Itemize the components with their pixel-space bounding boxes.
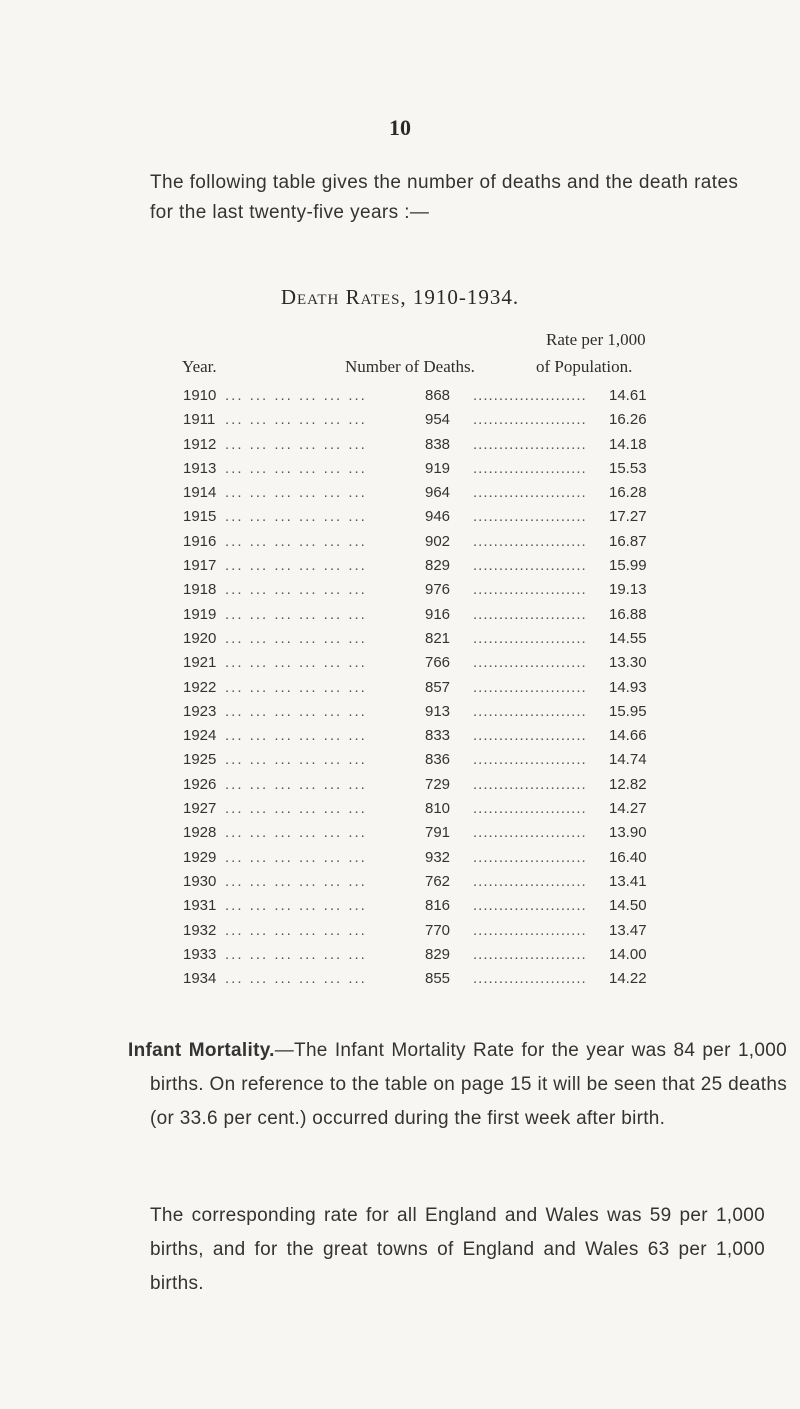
- deaths-cell: 946: [425, 508, 451, 526]
- leader-dots: ......................: [473, 775, 587, 793]
- table-row: [0, 824, 800, 848]
- table-row: [0, 679, 800, 703]
- leader-dots: ... ... ... ... ... ...: [225, 654, 367, 672]
- leader-dots: ... ... ... ... ... ...: [225, 484, 367, 502]
- rate-cell: 15.53: [609, 459, 647, 477]
- rate-cell: 12.82: [609, 775, 647, 793]
- leader-dots: ......................: [473, 897, 587, 915]
- leader-dots: ......................: [473, 629, 587, 647]
- deaths-cell: 838: [425, 435, 451, 453]
- header-rate-line1: Rate per 1,000: [546, 330, 646, 349]
- year-cell: 1912: [183, 435, 217, 453]
- table-row: [0, 557, 800, 581]
- rate-cell: 16.87: [609, 532, 647, 550]
- leader-dots: ... ... ... ... ... ...: [225, 702, 367, 720]
- deaths-cell: 810: [425, 800, 451, 818]
- table-row: [0, 508, 800, 532]
- year-cell: 1929: [183, 848, 217, 866]
- year-cell: 1930: [183, 872, 217, 890]
- table-row: [0, 630, 800, 654]
- leader-dots: ... ... ... ... ... ...: [225, 945, 367, 963]
- corresponding-rate-paragraph: [150, 1199, 765, 1301]
- year-cell: 1910: [183, 387, 217, 404]
- year-cell: 1915: [183, 508, 217, 526]
- year-cell: 1918: [183, 581, 217, 599]
- leader-dots: ......................: [473, 945, 587, 963]
- death-rates-table: [0, 387, 800, 994]
- deaths-cell: 770: [425, 921, 451, 939]
- leader-dots: ......................: [473, 970, 587, 988]
- leader-dots: ... ... ... ... ... ...: [225, 435, 367, 453]
- leader-dots: ......................: [473, 872, 587, 890]
- deaths-cell: 932: [425, 848, 451, 866]
- leader-dots: ... ... ... ... ... ...: [225, 459, 367, 477]
- leader-dots: ......................: [473, 848, 587, 866]
- rate-cell: 15.95: [609, 702, 647, 720]
- year-cell: 1913: [183, 459, 217, 477]
- year-cell: 1919: [183, 605, 217, 623]
- leader-dots: ......................: [473, 702, 587, 720]
- leader-dots: ......................: [473, 508, 587, 526]
- leader-dots: ......................: [473, 411, 587, 429]
- table-row: [0, 776, 800, 800]
- deaths-cell: 829: [425, 557, 451, 575]
- leader-dots: ......................: [473, 824, 587, 842]
- leader-dots: ......................: [473, 387, 587, 404]
- year-cell: 1926: [183, 775, 217, 793]
- rate-cell: 17.27: [609, 508, 647, 526]
- deaths-cell: 913: [425, 702, 451, 720]
- year-cell: 1924: [183, 727, 217, 745]
- leader-dots: ......................: [473, 921, 587, 939]
- leader-dots: ... ... ... ... ... ...: [225, 678, 367, 696]
- rate-cell: 14.18: [609, 435, 647, 453]
- year-cell: 1911: [183, 411, 216, 429]
- leader-dots: ... ... ... ... ... ...: [225, 775, 367, 793]
- deaths-cell: 821: [425, 629, 451, 647]
- rate-cell: 16.40: [609, 848, 647, 866]
- year-cell: 1914: [183, 484, 217, 502]
- deaths-cell: 791: [425, 824, 451, 842]
- year-cell: 1925: [183, 751, 217, 769]
- year-cell: 1931: [183, 897, 217, 915]
- rate-cell: 13.30: [609, 654, 647, 672]
- deaths-cell: 833: [425, 727, 451, 745]
- table-row: [0, 849, 800, 873]
- deaths-cell: 964: [425, 484, 451, 502]
- leader-dots: ... ... ... ... ... ...: [225, 508, 367, 526]
- deaths-cell: 816: [425, 897, 451, 915]
- leader-dots: ......................: [473, 751, 587, 769]
- leader-dots: ... ... ... ... ... ...: [225, 532, 367, 550]
- infant-mortality-paragraph: [128, 1034, 787, 1136]
- intro-text: The following table gives the number of deaths and the death rates for the last twenty-five years :—: [150, 172, 739, 223]
- year-cell: 1921: [183, 654, 217, 672]
- deaths-cell: 766: [425, 654, 451, 672]
- deaths-cell: 729: [425, 775, 451, 793]
- rate-cell: 16.26: [609, 411, 647, 429]
- header-number-of-deaths: Number of Deaths.: [345, 357, 475, 376]
- table-row: [0, 484, 800, 508]
- rate-cell: 13.90: [609, 824, 647, 842]
- rate-cell: 14.00: [609, 945, 647, 963]
- leader-dots: ... ... ... ... ... ...: [225, 824, 367, 842]
- corresponding-rate-text: The corresponding rate for all England and Wales was 59 per 1,000 births, and for the great towns of England and Wales 63 per 1,000 births.: [150, 1205, 765, 1294]
- leader-dots: ......................: [473, 459, 587, 477]
- deaths-cell: 855: [425, 970, 451, 988]
- rate-cell: 14.74: [609, 751, 647, 769]
- leader-dots: ... ... ... ... ... ...: [225, 605, 367, 623]
- rate-cell: 16.88: [609, 605, 647, 623]
- table-row: [0, 654, 800, 678]
- infant-mortality-heading: Infant Mortality.: [128, 1040, 275, 1061]
- header-year: Year.: [182, 357, 217, 376]
- leader-dots: ......................: [473, 435, 587, 453]
- rate-cell: 15.99: [609, 557, 647, 575]
- rate-cell: 14.55: [609, 629, 647, 647]
- deaths-cell: 902: [425, 532, 451, 550]
- table-row: [0, 970, 800, 994]
- deaths-cell: 919: [425, 459, 451, 477]
- leader-dots: ... ... ... ... ... ...: [225, 629, 367, 647]
- leader-dots: ......................: [473, 654, 587, 672]
- leader-dots: ......................: [473, 727, 587, 745]
- leader-dots: ... ... ... ... ... ...: [225, 897, 367, 915]
- deaths-cell: 762: [425, 872, 451, 890]
- rate-cell: 19.13: [609, 581, 647, 599]
- leader-dots: ......................: [473, 581, 587, 599]
- year-cell: 1934: [183, 970, 217, 988]
- year-cell: 1933: [183, 945, 217, 963]
- intro-paragraph: [150, 168, 765, 228]
- rate-cell: 16.28: [609, 484, 647, 502]
- year-cell: 1916: [183, 532, 217, 550]
- table-row: [0, 581, 800, 605]
- leader-dots: ... ... ... ... ... ...: [225, 727, 367, 745]
- table-row: [0, 703, 800, 727]
- deaths-cell: 857: [425, 678, 451, 696]
- infant-mortality-text: —The Infant Mortality Rate for the year was 84 per 1,000 births. On reference to the table on page 15 it will be seen that 25 deaths (or 33.6 per cent.) occurred during the first week after birth.: [150, 1040, 787, 1129]
- table-row: [0, 727, 800, 751]
- table-row: [0, 873, 800, 897]
- table-row: [0, 387, 800, 411]
- table-row: [0, 411, 800, 435]
- deaths-cell: 868: [425, 387, 451, 404]
- year-cell: 1922: [183, 678, 217, 696]
- leader-dots: ... ... ... ... ... ...: [225, 872, 367, 890]
- leader-dots: ... ... ... ... ... ...: [225, 848, 367, 866]
- leader-dots: ......................: [473, 484, 587, 502]
- table-title-prefix: Death Rates,: [280, 285, 407, 309]
- page-number: 10: [389, 115, 411, 140]
- leader-dots: ......................: [473, 678, 587, 696]
- year-cell: 1917: [183, 557, 217, 575]
- deaths-cell: 916: [425, 605, 451, 623]
- table-row: [0, 533, 800, 557]
- leader-dots: ... ... ... ... ... ...: [225, 411, 367, 429]
- header-rate-line2: of Population.: [536, 357, 633, 376]
- table-title: [0, 285, 800, 310]
- year-cell: 1923: [183, 702, 217, 720]
- year-cell: 1928: [183, 824, 217, 842]
- leader-dots: ... ... ... ... ... ...: [225, 581, 367, 599]
- rate-cell: 14.22: [609, 970, 647, 988]
- leader-dots: ......................: [473, 557, 587, 575]
- leader-dots: ... ... ... ... ... ...: [225, 921, 367, 939]
- table-row: [0, 800, 800, 824]
- leader-dots: ... ... ... ... ... ...: [225, 970, 367, 988]
- table-row: [0, 897, 800, 921]
- rate-cell: 14.50: [609, 897, 647, 915]
- rate-cell: 14.27: [609, 800, 647, 818]
- leader-dots: ......................: [473, 532, 587, 550]
- table-row: [0, 436, 800, 460]
- rate-cell: 14.66: [609, 727, 647, 745]
- leader-dots: ... ... ... ... ... ...: [225, 800, 367, 818]
- table-row: [0, 946, 800, 970]
- year-cell: 1920: [183, 629, 217, 647]
- deaths-cell: 836: [425, 751, 451, 769]
- rate-cell: 13.41: [609, 872, 647, 890]
- rate-cell: 14.93: [609, 678, 647, 696]
- rate-cell: 13.47: [609, 921, 647, 939]
- year-cell: 1932: [183, 921, 217, 939]
- leader-dots: ......................: [473, 800, 587, 818]
- leader-dots: ... ... ... ... ... ...: [225, 557, 367, 575]
- table-row: [0, 922, 800, 946]
- table-row: [0, 606, 800, 630]
- table-row: [0, 460, 800, 484]
- deaths-cell: 954: [425, 411, 451, 429]
- leader-dots: ... ... ... ... ... ...: [225, 751, 367, 769]
- leader-dots: ......................: [473, 605, 587, 623]
- year-cell: 1927: [183, 800, 217, 818]
- leader-dots: ... ... ... ... ... ...: [225, 387, 367, 404]
- table-title-years: 1910-1934.: [412, 285, 520, 309]
- deaths-cell: 976: [425, 581, 451, 599]
- deaths-cell: 829: [425, 945, 451, 963]
- rate-cell: 14.61: [609, 387, 647, 404]
- table-row: [0, 751, 800, 775]
